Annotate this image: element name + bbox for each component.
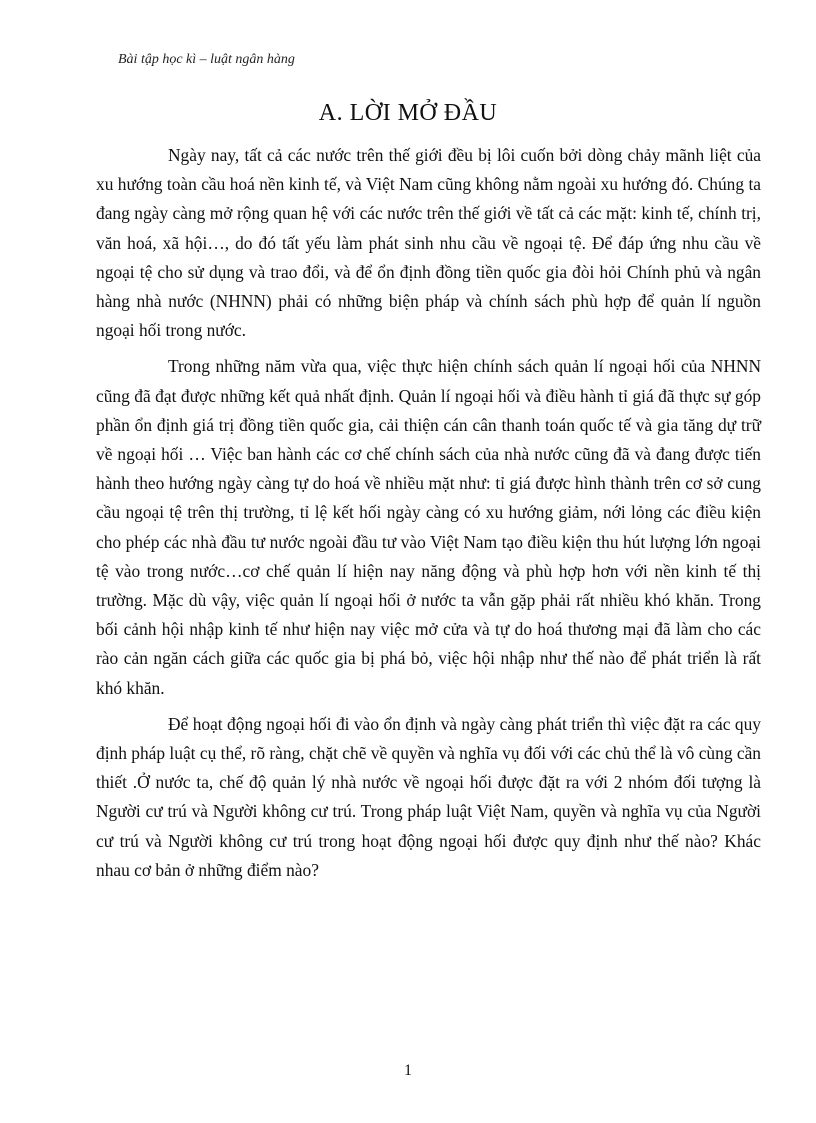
page-number: 1 (404, 1062, 412, 1079)
running-header: Bài tập học kì – luật ngân hàng (118, 52, 295, 67)
paragraph-2: Trong những năm vừa qua, việc thực hiện chính sách quản lí ngoại hối của NHNN cũng đã đạt được những kết quả nhất định. Quản lí ngoại hối và điều hành tỉ giá đã thực sự góp phần ổn định giá trị đồng tiền quốc gia, cải thiện cán cân thanh toán quốc tế và gia tăng dự trữ về ngoại hối … Việc ban hành các cơ chế chính sách của nhà nước cũng đã và đang được tiến hành theo hướng ngày càng tự do hoá về nhiều mặt như: tỉ giá được hình thành trên cơ sở cung cầu ngoại tệ trên thị trường, tỉ lệ kết hối ngày càng có xu hướng giảm, nới lỏng các điều kiện cho phép các nhà đầu tư nước ngoài đầu tư vào Việt Nam tạo điều kiện thu hút lượng lớn ngoại tệ vào trong nước…cơ chế quản lí hiện nay năng động và phù hợp hơn với nền kinh tế thị trường. Mặc dù vậy, việc quản lí ngoại hối ở nước ta vẫn gặp phải rất nhiều khó khăn. Trong bối cảnh hội nhập kinh tế như hiện nay việc mở cửa và tự do hoá thương mại đã làm cho các rào cản ngăn cách giữa các quốc gia bị phá bỏ, việc hội nhập như thế nào để phát triển là rất khó khăn. (96, 356, 761, 698)
page-title: A. LỜI MỞ ĐẦU (318, 100, 498, 126)
paragraph-3: Để hoạt động ngoại hối đi vào ổn định và ngày càng phát triển thì việc đặt ra các quy định pháp luật cụ thể, rõ ràng, chặt chẽ về quyền và nghĩa vụ đối với các chủ thể là vô cùng cần thiết .Ở nước ta, chế độ quản lý nhà nước về ngoại hối được đặt ra với 2 nhóm đối tượng là Người cư trú và Người không cư trú. Trong pháp luật Việt Nam, quyền và nghĩa vụ của Người cư trú và Người không cư trú trong hoạt động ngoại hối được quy định như thế nào? Khác nhau cơ bản ở những điểm nào? (96, 713, 761, 880)
paragraph-1: Ngày nay, tất cả các nước trên thế giới đều bị lôi cuốn bởi dòng chảy mãnh liệt của xu hướng toàn cầu hoá nền kinh tế, và Việt Nam cũng không nằm ngoài xu hướng đó. Chúng ta đang ngày càng mở rộng quan hệ với các nước trên thế giới về tất cả các mặt: kinh tế, chính trị, văn hoá, xã hội…, do đó tất yếu làm phát sinh nhu cầu về ngoại tệ. Để đáp ứng nhu cầu về ngoại tệ cho sử dụng và trao đổi, và để ổn định đồng tiền quốc gia đòi hỏi Chính phủ và ngân hàng nhà nước (NHNN) phải có những biện pháp và chính sách phù hợp để quản lí nguồn ngoại hối trong nước. (96, 145, 761, 341)
document-body (96, 141, 761, 892)
